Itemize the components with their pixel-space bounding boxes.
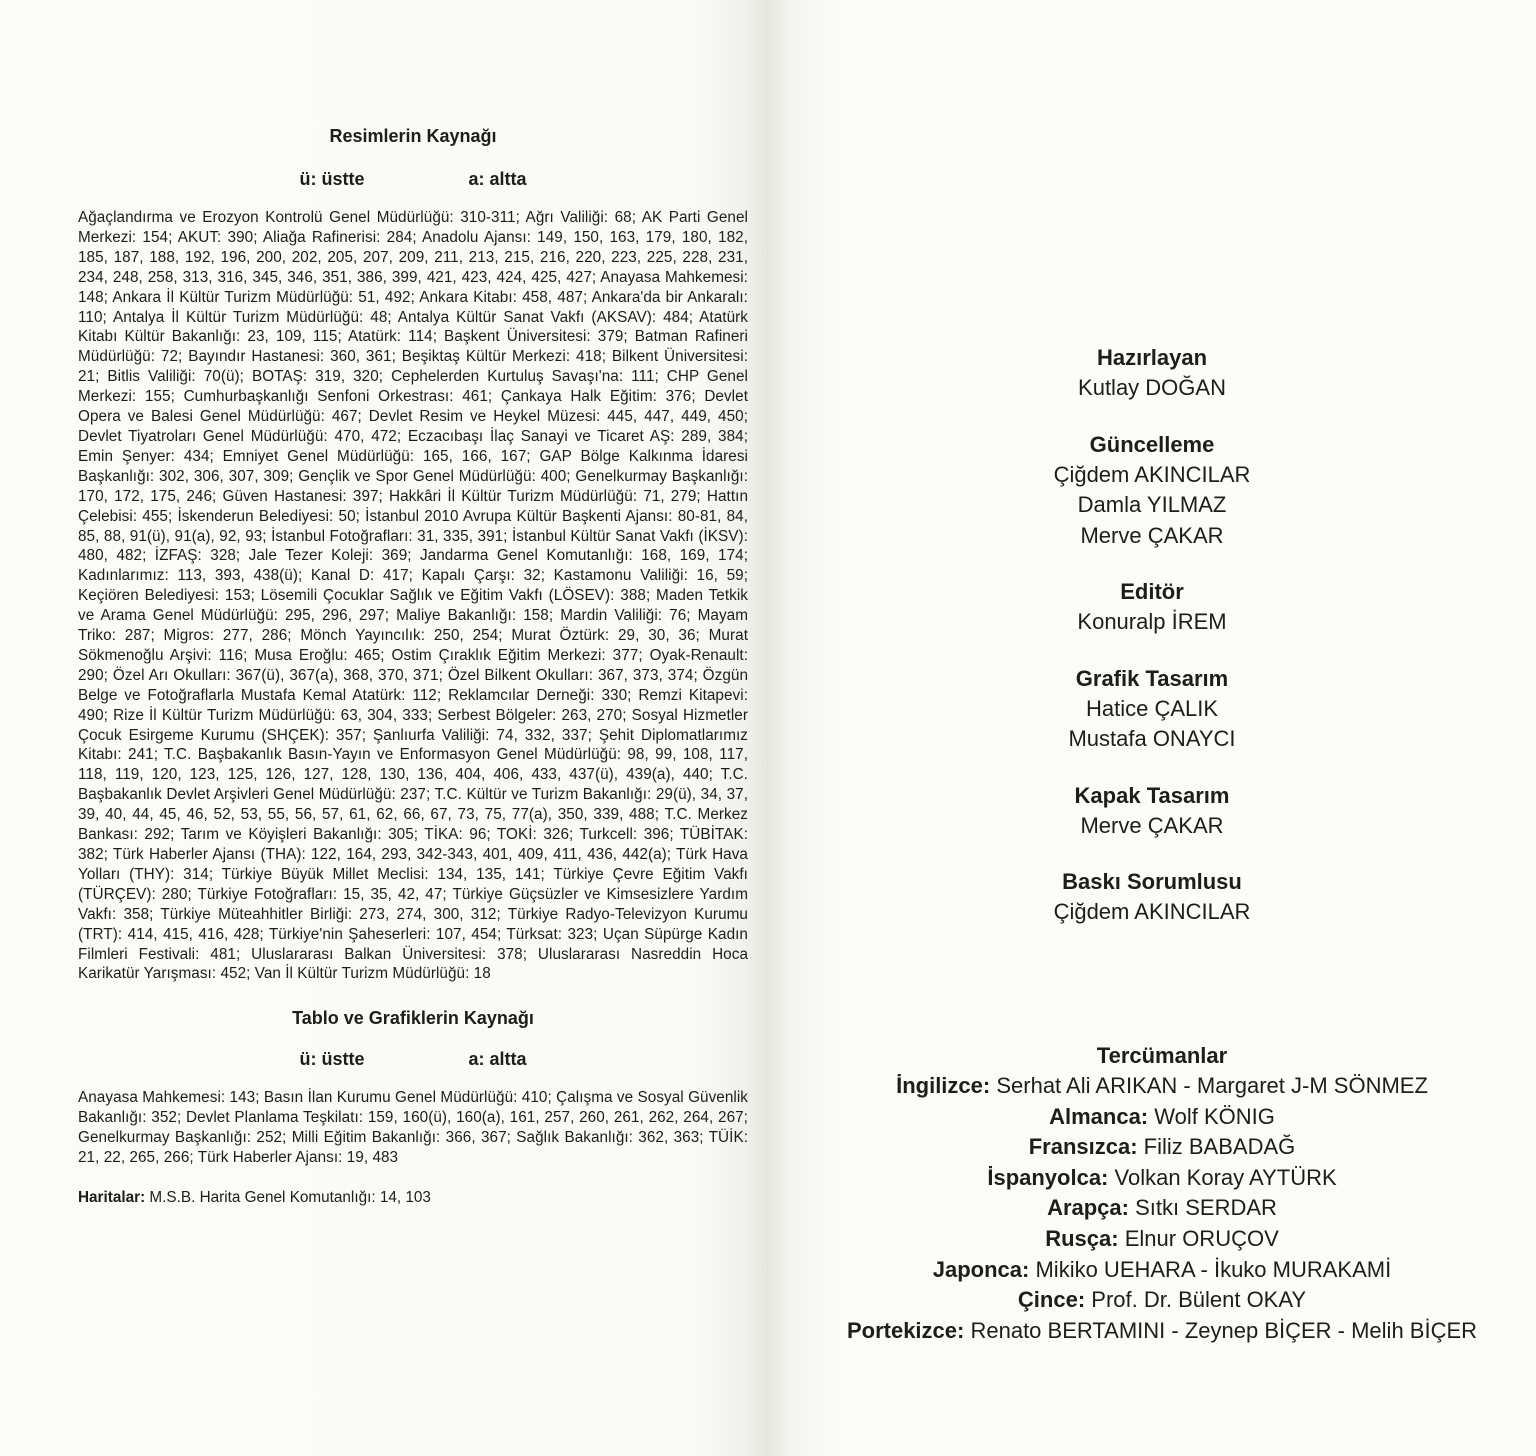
translator-row: [808, 1285, 1516, 1316]
tables-source-text: Anayasa Mahkemesi: 143; Basın İlan Kurumu Genel Müdürlüğü: 410; Çalışma ve Sosyal Güvenlik Bakanlığı: 352; Devlet Planlama Teşkilatı: 159, 160(ü), 160(a), 161, 257, 260, 261, 262, 264, 267; Genelkurmay Başkanlığı: 252; Milli Eğitim Bakanlığı: 366, 367; Sağlık Bakanlığı: 362, 363; TÜİK: 21, 22, 265, 266; Türk Haberler Ajansı: 19, 483: [78, 1089, 748, 1167]
translator-language: Japonca:: [932, 1256, 1030, 1282]
credit-name: Merve ÇAKAR: [1080, 812, 1224, 838]
translator-language: Fransızca:: [1028, 1134, 1138, 1160]
credit-block: [768, 867, 1536, 928]
credits: [768, 343, 1536, 954]
credit-name: Çiğdem AKINCILAR: [1053, 461, 1251, 487]
credit-role: Grafik Tasarım: [1075, 665, 1229, 691]
tables-source-title: Tablo ve Grafiklerin Kaynağı: [292, 1008, 534, 1029]
credit-role: Kapak Tasarım: [1074, 782, 1230, 808]
legend-bottom: a: altta: [468, 1049, 527, 1070]
legend-bottom: a: altta: [468, 169, 527, 189]
legend-top: ü: üstte: [299, 1049, 365, 1070]
maps-label: Haritalar:: [78, 1188, 146, 1206]
translator-names: Mikiko UEHARA - İkuko MURAKAMİ: [1035, 1256, 1392, 1282]
translator-language: İspanyolca:: [987, 1164, 1109, 1190]
legend-top: ü: üstte: [299, 169, 365, 189]
translator-row: [808, 1316, 1516, 1347]
sources-column: [78, 0, 748, 1207]
translator-names: Volkan Koray AYTÜRK: [1114, 1164, 1337, 1190]
credit-block: [768, 781, 1536, 842]
translator-language: Portekizce:: [846, 1317, 965, 1343]
credit-name: Çiğdem AKINCILAR: [1053, 899, 1251, 924]
translator-row: [808, 1132, 1516, 1163]
translator-names: Sıtkı SERDAR: [1135, 1195, 1277, 1221]
translator-row: [808, 1255, 1516, 1286]
credit-name: Merve ÇAKAR: [1080, 522, 1224, 548]
maps-source: [78, 1189, 748, 1207]
maps-text: M.S.B. Harita Genel Komutanlığı: 14, 103: [149, 1188, 431, 1206]
translators: [808, 1041, 1516, 1346]
translator-names: Prof. Dr. Bülent OKAY: [1091, 1287, 1307, 1313]
credit-block: [768, 430, 1536, 552]
credit-name: Konuralp İREM: [1077, 609, 1227, 634]
credit-role: Güncelleme: [1089, 431, 1215, 457]
translator-language: İngilizce:: [896, 1073, 991, 1098]
translator-row: [808, 1224, 1516, 1255]
translator-names: Filiz BABADAĞ: [1143, 1134, 1296, 1160]
translator-language: Rusça:: [1045, 1225, 1119, 1251]
translator-row: [808, 1102, 1516, 1133]
credit-name: Damla YILMAZ: [1077, 492, 1227, 517]
credit-block: [768, 577, 1536, 638]
images-source-text: Ağaçlandırma ve Erozyon Kontrolü Genel Müdürlüğü: 310-311; Ağrı Valiliği: 68; AK Parti Genel Merkezi: 154; AKUT: 390; Aliağa Rafinerisi: 284; Anadolu Ajansı: 149, 150, 163, 179, 180, 182, 185, 187, 188, 192, 196, 200, 202, 205, 207, 209, 211, 213, 215, 216, 220, 223, 225, 228, 231, 234, 248, 258, 313, 316, 345, 346, 351, 386, 399, 421, 423, 424, 425, 427; Anayasa Mahkemesi: 148; Ankara İl Kültür Turizm Müdürlüğü: 51, 492; Ankara Kitabı: 458, 487; Ankara'da bir Ankaralı: 110; Antalya İl Kültür Turizm Müdürlüğü: 48; Antalya Kültür Sanat Vakfı (AKSAV): 484; Atatürk Kitabı Kültür Bakanlığı: 23, 109, 115; Atatürk: 114; Başkent Üniversitesi: 379; Batman Rafineri Müdürlüğü: 72; Bayındır Hastanesi: 360, 361; Beşiktaş Kültür Merkezi: 418; Bilkent Üniversitesi: 21; Bitlis Valiliği: 70(ü); BOTAŞ: 319, 320; Cephelerden Kurtuluş Savaşı'na: 111; CHP Genel Merkezi: 155; Cumhurbaşkanlığı Senfoni Orkestrası: 461; Çankaya Halk Eğitim: 376; Devlet Opera ve Balesi Genel Müdürlüğü: 467; Devlet Resim ve Heykel Müzesi: 445, 447, 449, 450; Devlet Tiyatroları Genel Müdürlüğü: 470, 472; Eczacıbaşı İlaç Sanayi ve Ticaret AŞ: 289, 384; Emin Şenyer: 434; Emniyet Genel Müdürlüğü: 165, 166, 167; GAP Bölge Kalkınma İdaresi Başkanlığı: 302, 306, 307, 309; Gençlik ve Spor Genel Müdürlüğü: 400; Genelkurmay Başkanlığı: 170, 172, 175, 246; Güven Hastanesi: 397; Hakkâri İl Kültür Turizm Müdürlüğü: 71, 279; Hattın Çelebisi: 455; İskenderun Belediyesi: 50; İstanbul 2010 Avrupa Kültür Başkenti Ajansı: 80-81, 84, 85, 88, 91(ü), 91(a), 92, 93; İstanbul Fotoğrafları: 31, 335, 391; İstanbul Kültür Sanat Vakfı (İKSV): 480, 482; İZFAŞ: 328; Jale Tezer Koleji: 369; Jandarma Genel Komutanlığı: 168, 169, 174; Kadınlarımız: 113, 393, 438(ü); Kanal D: 417; Kapalı Çarşı: 32; Kastamonu Valiliği: 16, 59; Keçiören Belediyesi: 153; Lösemili Çocuklar Sağlık ve Eğitim Vakfı (LÖSEV): 388; Maden Tetkik ve Arama Genel Müdürlüğü: 295, 296, 297; Maliye Bakanlığı: 158; Mardin Valiliği: 76; Mayam Triko: 287; Migros: 277, 286; Mönch Yayıncılık: 250, 254; Murat Öztürk: 29, 30, 36; Murat Sökmenoğlu Arşivi: 116; Musa Eroğlu: 465; Ostim Çıraklık Eğitim Merkezi: 377; Oyak-Renault: 290; Özel Arı Okulları: 367(ü), 367(a), 368, 370, 371; Özel Bilkent Okulları: 367, 373, 374; Özgün Belge ve Fotoğraflarla Mustafa Kemal Atatürk: 112; Reklamcılar Derneği: 330; Remzi Kitapevi: 490; Rize İl Kültür Turizm Müdürlüğü: 63, 304, 333; Serbest Bölgeler: 263, 270; Sosyal Hizmetler Çocuk Esirgeme Kurumu (SHÇEK): 357; Şanlıurfa Valiliği: 74, 332, 337; Şehit Diplomatlarımız Kitabı: 241; T.C. Başbakanlık Basın-Yayın ve Enformasyon Genel Müdürlüğü: 98, 99, 108, 117, 118, 119, 120, 123, 125, 126, 127, 128, 130, 136, 404, 406, 433, 437(ü), 439(a), 440; T.C. Başbakanlık Devlet Arşivleri Genel Müdürlüğü: 237; T.C. Kültür ve Turizm Bakanlığı: 29(ü), 34, 37, 39, 40, 44, 45, 46, 52, 53, 55, 56, 57, 61, 62, 66, 67, 73, 75, 77(a), 350, 339, 488; T.C. Merkez Bankası: 292; Tarım ve Köyişleri Bakanlığı: 305; TİKA: 96; TOKİ: 326; Turkcell: 396; TÜBİTAK: 382; Türk Haberler Ajansı (THA): 122, 164, 293, 342-343, 401, 409, 411, 436, 442(a); Türk Hava Yolları (THY): 314; Türkiye Büyük Millet Meclisi: 134, 135, 141; Türkiye Çevre Eğitim Vakfı (TÜRÇEV): 280; Türkiye Fotoğrafları: 15, 35, 42, 47; Türkiye Güçsüzler ve Kimsesizlere Yardım Vakfı: 358; Türkiye Müteahhitler Birliği: 273, 274, 300, 312; Türkiye Radyo-Televizyon Kurumu (TRT): 414, 415, 416, 428; Türkiye'nin Şaheserleri: 107, 454; Türksat: 323; Uçan Süpürge Kadın Filmleri Festivali: 481; Uluslararası Balkan Üniversitesi: 378; Uluslararası Nasreddin Hoca Karikatür Yarışması: 452; Van İl Kültür Turizm Müdürlüğü: 18: [78, 209, 748, 983]
credit-block: [768, 664, 1536, 755]
translator-language: Almanca:: [1049, 1103, 1149, 1129]
translator-language: Çince:: [1017, 1287, 1086, 1313]
right-page: [768, 0, 1536, 1456]
translator-row: [808, 1071, 1516, 1102]
credit-role: Baskı Sorumlusu: [1062, 869, 1242, 894]
credit-name: Kutlay DOĞAN: [1078, 375, 1226, 400]
credit-name: Hatice ÇALIK: [1085, 695, 1219, 721]
translator-row: [808, 1163, 1516, 1194]
images-legend: [78, 169, 748, 190]
translator-names: Serhat Ali ARIKAN - Margaret J-M SÖNMEZ: [996, 1073, 1428, 1098]
credit-name: Mustafa ONAYCI: [1068, 726, 1236, 751]
credit-role: Hazırlayan: [1096, 345, 1208, 370]
tables-legend: [78, 1049, 748, 1070]
credit-role: Editör: [1120, 579, 1184, 604]
translator-names: Elnur ORUÇOV: [1124, 1225, 1279, 1251]
translator-row: [808, 1193, 1516, 1224]
translator-language: Arapça:: [1047, 1195, 1129, 1221]
credit-block: [768, 343, 1536, 404]
translator-names: Renato BERTAMINI - Zeynep BİÇER - Melih BİÇER: [970, 1317, 1478, 1343]
translators-title: Tercümanlar: [1096, 1043, 1228, 1068]
translator-names: Wolf KÖNIG: [1154, 1103, 1275, 1129]
images-source-title: Resimlerin Kaynağı: [329, 126, 497, 146]
